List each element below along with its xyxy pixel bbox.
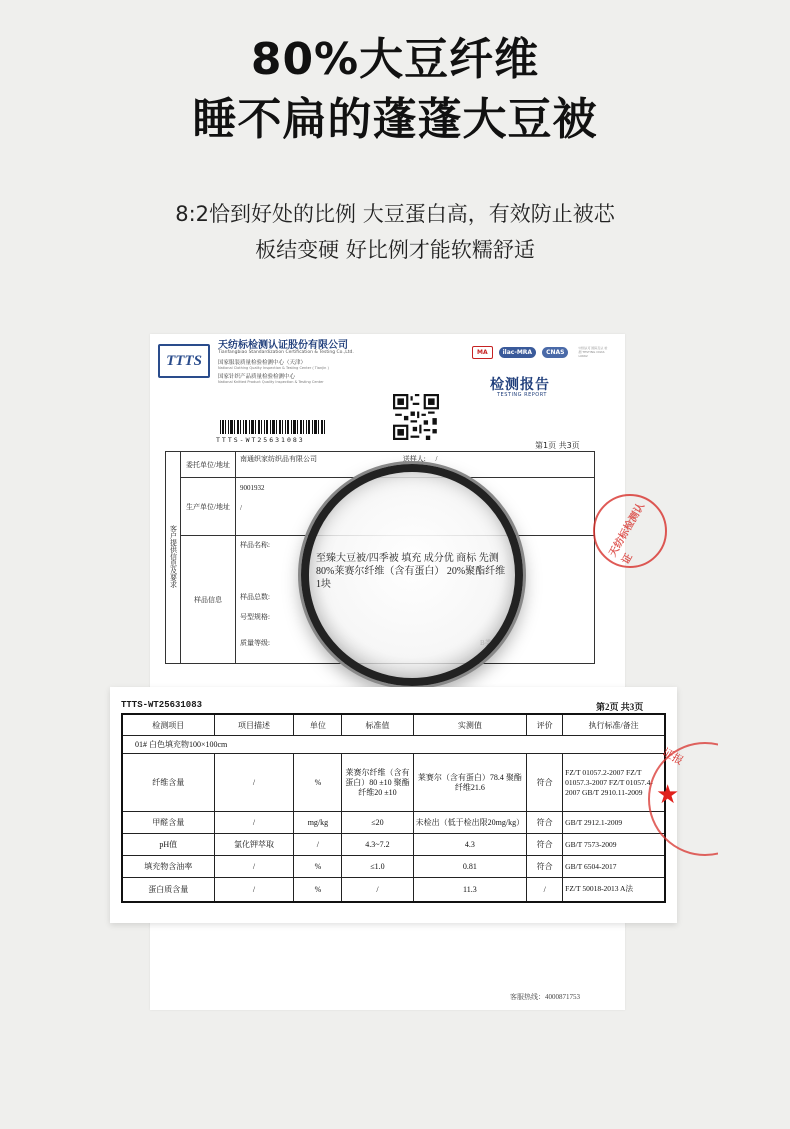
center1-en: National Clothing Quality Inspection & Testing Center ( Tianjin ) [218, 366, 329, 370]
col-header: 标准值 [342, 714, 413, 736]
report-number: TTTS-WT25631083 [121, 700, 203, 710]
barcode-icon [220, 420, 326, 434]
org-name-en: Tianfangbiao Standardization Certification & Testing Co.,Ltd. [218, 350, 354, 355]
sample-group-row: 01# 白色填充物100×100cm [122, 736, 665, 754]
report-page-2 [110, 687, 686, 923]
table-row: 甲醛含量 / mg/kg ≤20 未检出（低于检出限20mg/kg） 符合 GB/T 2912.1-2009 [122, 812, 665, 834]
ilac-logo: ilac-MRA [499, 347, 536, 358]
ttts-logo: TTTS [158, 344, 210, 378]
seal-stamp-1: 天纺标检测认证 [593, 494, 667, 568]
report-title: 检测报告 [490, 377, 550, 393]
headline-line2: 睡不扁的蓬蓬大豆被 [192, 94, 598, 145]
subtitle-line2: 板结变硬 好比例才能软糯舒适 [255, 238, 535, 262]
magnified-sample-text: 至臻大豆被/四季被 填充 成分优 商标 先测 80%莱赛尔纤维（含有蛋白） 20%聚酯纤维 1块 [316, 553, 506, 590]
vertical-label: 客户提供信息及要求 [166, 452, 181, 664]
test-results-table [121, 713, 666, 903]
org-name: 天纺标检测认证股份有限公司 [218, 340, 348, 351]
col-header: 评价 [527, 714, 563, 736]
hotline: 客服热线：4000871753 [510, 993, 580, 1001]
table-row: pH值 氯化钾萃取 / 4.3~7.2 4.3 符合 GB/T 7573-2009 [122, 834, 665, 856]
barcode-number: TTTS-WT25631083 [216, 436, 305, 444]
cnas-mark: 中国认可 国际互认 检测 TESTING CNAS L0662 [578, 346, 608, 358]
client-value: 南通织家纺织品有限公司 送样人: / [236, 452, 595, 478]
cnas-logo: CNAS [542, 347, 568, 358]
report-title-en: TESTING REPORT [497, 392, 547, 398]
center2: 国家针织产品质量检验检测中心 [218, 374, 296, 380]
col-header: 检测项目 [122, 714, 214, 736]
sample-info-values: 样品名称: 样品总数: 号型规格: 质量等级: [236, 536, 595, 664]
subtitle [0, 196, 790, 268]
col-header: 执行标准/备注 [563, 714, 665, 736]
cert-logos [472, 344, 612, 360]
page-number-1: 第1页 共3页 [535, 441, 580, 450]
headline-line1: 80%大豆纤维 [250, 34, 540, 85]
col-header: 实测值 [413, 714, 527, 736]
table-row: 蛋白质含量 / % / 11.3 / FZ/T 50018-2013 A法 [122, 878, 665, 902]
table-row: 填充物含油率 / % ≤1.0 0.81 符合 GB/T 6504-2017 [122, 856, 665, 878]
qr-code-icon [393, 394, 439, 440]
maker-value: 9001932 / [236, 478, 595, 536]
col-header: 单位 [294, 714, 342, 736]
subtitle-line1: 8:2恰到好处的比例 大豆蛋白高，有效防止被芯 [175, 202, 615, 226]
cma-logo: MA [472, 346, 493, 359]
table-row: 纤维含量 / % 莱赛尔纤维（含有蛋白）80 ±10 聚酯纤维20 ±10 莱赛尔（含有蛋白）78.4 聚酯纤维21.6 符合 FZ/T 01057.2-2007 FZ/T 01057.3-2007 FZ/T 01057.4-2007 GB/T 2910.11-2009 [122, 754, 665, 812]
center1: 国家服装质量检验检测中心（天津） [218, 360, 307, 366]
col-header: 项目描述 [214, 714, 294, 736]
page-number-2: 第2页 共3页 [596, 702, 644, 712]
headline [0, 30, 790, 150]
sample-info-label: 样品信息 [181, 536, 236, 664]
maker-label: 生产单位/地址 [181, 478, 236, 536]
star-icon: ★ [656, 780, 680, 810]
seal-stamp-2: 证报 ★ [648, 742, 718, 857]
center2-en: National Knitted Product Quality Inspection & Testing Center [218, 380, 324, 384]
client-label: 委托单位/地址 [181, 452, 236, 478]
